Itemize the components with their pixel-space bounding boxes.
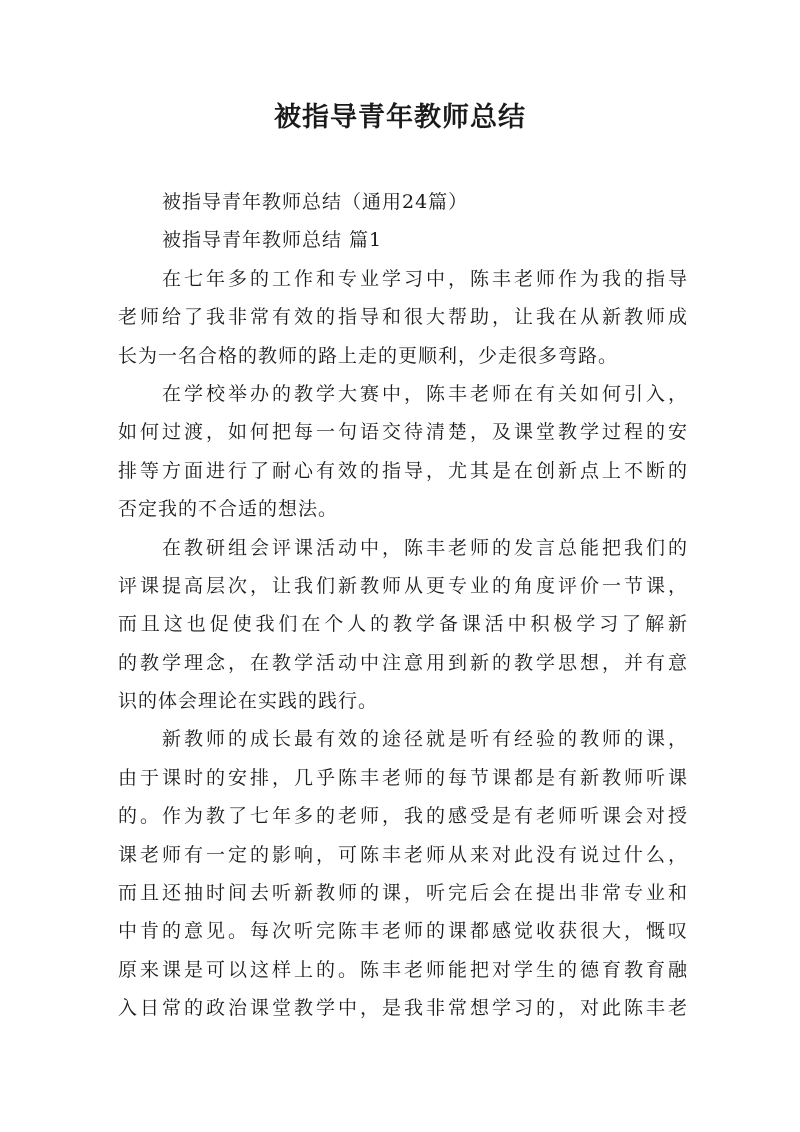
paragraph-line: 老师给了我非常有效的指导和很大帮助，让我在从新教师成: [118, 306, 688, 329]
paragraph-line: 而且还抽时间去听新教师的课，听完后会在提出非常专业和: [118, 882, 688, 905]
paragraph-line: 在学校举办的教学大赛中，陈丰老师在有关如何引入，: [162, 382, 688, 405]
document-title: 被指导青年教师总结: [274, 102, 526, 133]
paragraph-line: 原来课是可以这样上的。陈丰老师能把对学生的德育教育融: [118, 958, 688, 981]
paragraph-line: 在七年多的工作和专业学习中，陈丰老师作为我的指导: [162, 267, 688, 290]
section-heading: 被指导青年教师总结 篇1: [162, 229, 383, 252]
paragraph-line: 入日常的政治课堂教学中，是我非常想学习的，对此陈丰老: [118, 997, 688, 1020]
paragraph-line: 由于课时的安排，几乎陈丰老师的每节课都是有新教师听课: [118, 766, 688, 789]
paragraph-line: 的教学理念，在教学活动中注意用到新的教学思想，并有意: [118, 651, 688, 674]
document-body: [118, 183, 688, 1028]
paragraph-line: 而且这也促使我们在个人的教学备课活中积极学习了解新: [118, 613, 688, 636]
paragraph-line: 否定我的不合适的想法。: [118, 498, 339, 521]
paragraph-line: 中肯的意见。每次听完陈丰老师的课都感觉收获很大，慨叹: [118, 920, 688, 943]
paragraph-line: 评课提高层次，让我们新教师从更专业的角度评价一节课，: [118, 574, 688, 597]
subtitle-line: 被指导青年教师总结（通用24篇）: [162, 191, 469, 213]
paragraph-line: 新教师的成长最有效的途径就是听有经验的教师的课，: [162, 728, 688, 751]
paragraph-line: 的。作为教了七年多的老师，我的感受是有老师听课会对授: [118, 805, 688, 828]
paragraph-line: 长为一名合格的教师的路上走的更顺利，少走很多弯路。: [118, 344, 619, 367]
paragraph-line: 课老师有一定的影响，可陈丰老师从来对此没有说过什么，: [118, 843, 688, 866]
paragraph-line: 排等方面进行了耐心有效的指导，尤其是在创新点上不断的: [118, 459, 688, 482]
paragraph-line: 在教研组会评课活动中，陈丰老师的发言总能把我们的: [162, 536, 688, 559]
paragraph-line: 如何过渡，如何把每一句语交待清楚，及课堂教学过程的安: [118, 421, 688, 444]
paragraph-line: 识的体会理论在实践的践行。: [118, 690, 379, 713]
